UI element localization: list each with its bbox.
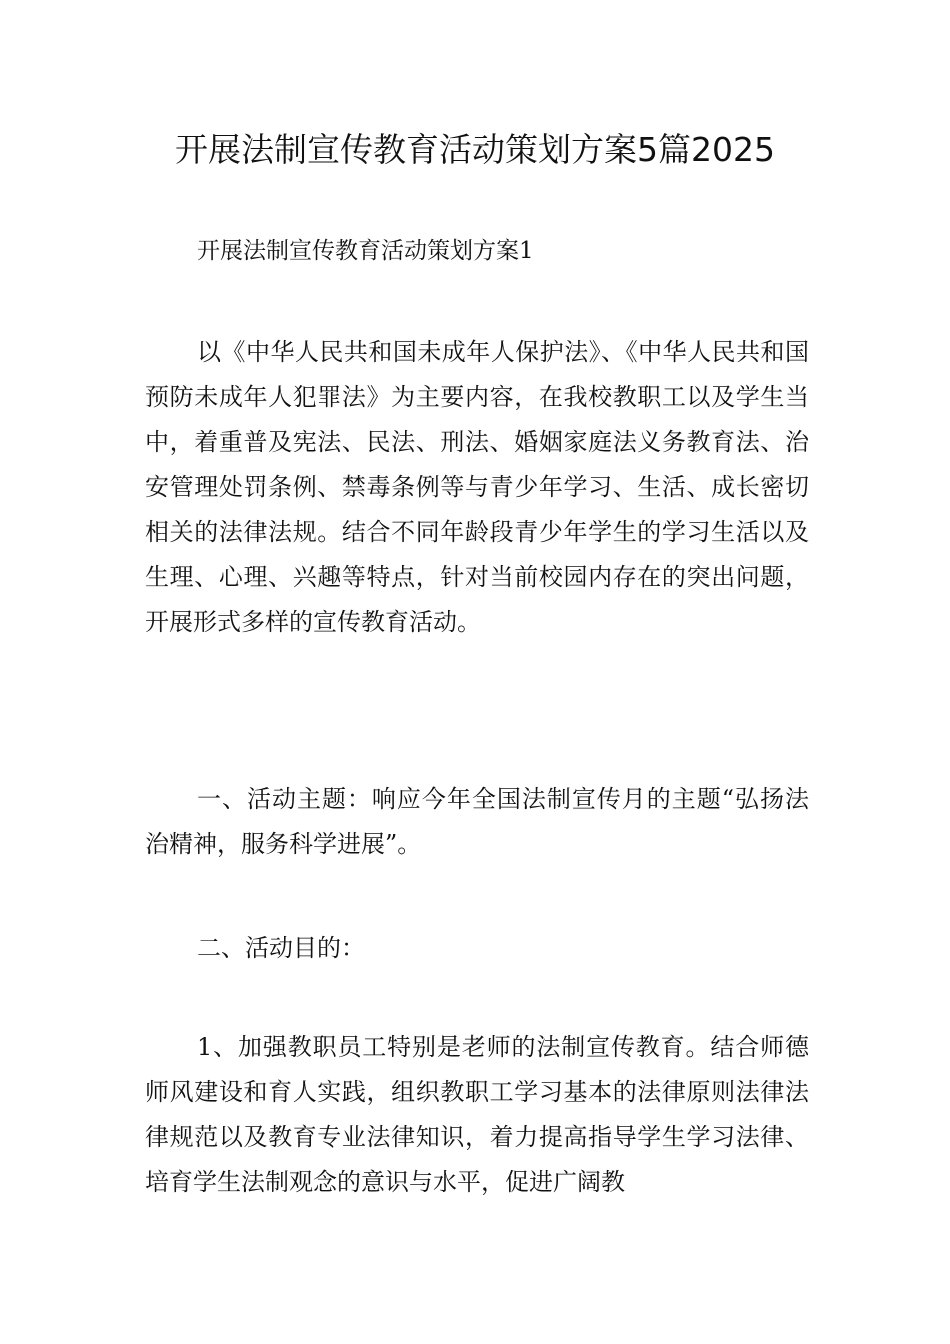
section-heading: 开展法制宣传教育活动策划方案1: [197, 238, 534, 264]
paragraph-activity-theme: 一、活动主题：响应今年全国法制宣传月的主题“弘扬法治精神，服务科学进展”。: [145, 785, 809, 858]
paragraph-intro: 以《中华人民共和国未成年人保护法》、《中华人民共和国预防未成年人犯罪法》为主要内容，在我校教职工以及学生当中，着重普及宪法、民法、刑法、婚姻家庭法义务教育法、治安管理处罚条例、禁毒条例等与青少年学习、生活、成长密切相关的法律法规。结合不同年龄段青少年学生的学习生活以及生理、心理、兴趣等特点，针对当前校园内存在的突出问题，开展形式多样的宣传教育活动。: [145, 338, 809, 636]
document-title: 开展法制宣传教育活动策划方案5篇2025: [175, 130, 775, 169]
paragraph-purpose-item-1: 1、加强教职员工特别是老师的法制宣传教育。结合师德师风建设和育人实践，组织教职工学习基本的法律原则法律法律规范以及教育专业法律知识，着力提高指导学生学习法律、培育学生法制观念的意识与水平，促进广阔教: [145, 1033, 809, 1196]
paragraph-activity-purpose-heading: 二、活动目的：: [197, 934, 365, 962]
